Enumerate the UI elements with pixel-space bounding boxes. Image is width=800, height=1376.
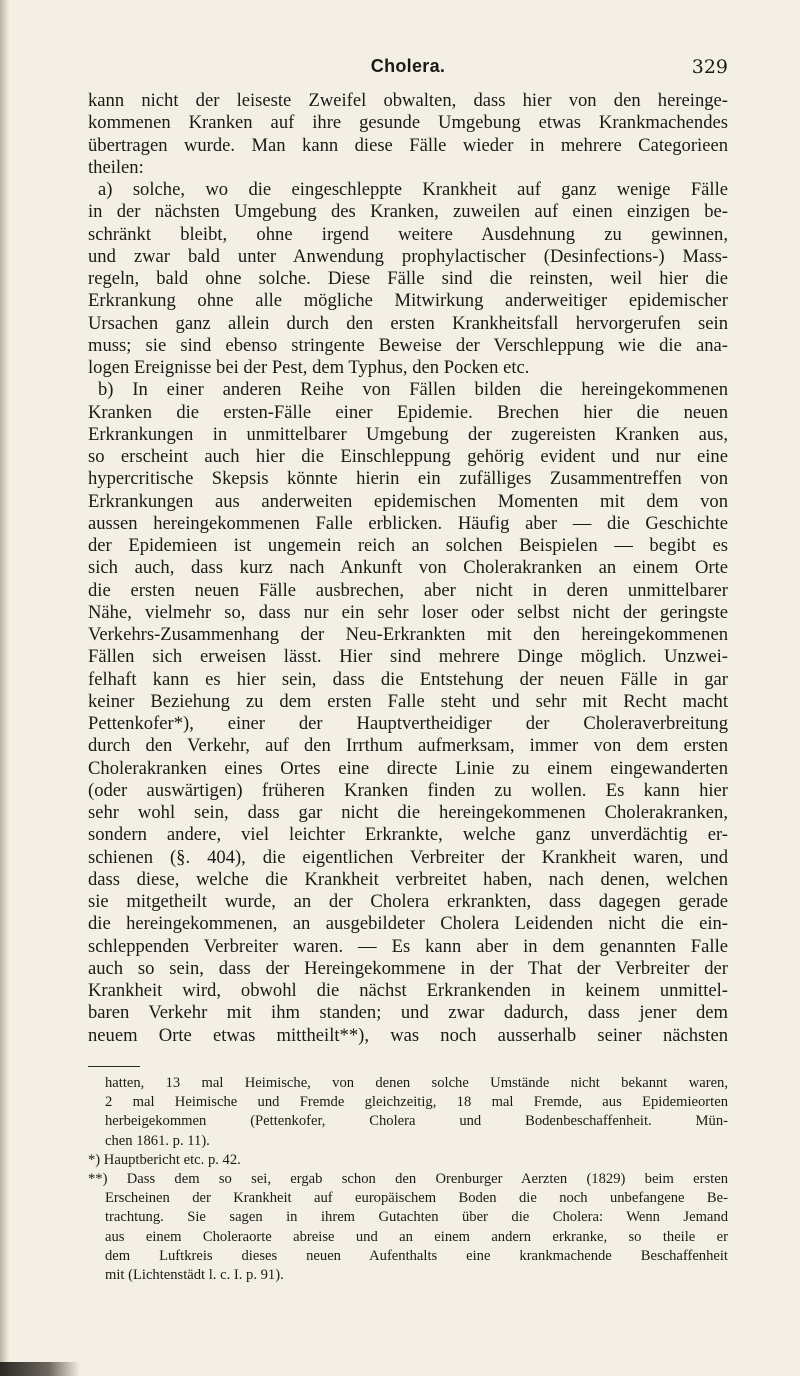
running-title: Cholera. [370,56,446,76]
text-line: auch so sein, dass der Hereingekommene in der That der Verbreiter der [88,957,728,979]
text-line: Ursachen ganz allein durch den ersten Krankheitsfall hervorgerufen sein [88,312,728,334]
text-line: felhaft kann es hier sein, dass die Entstehung der neuen Fälle in gar [88,668,728,690]
footnote-line: mit (Lichtenstädt l. c. I. p. 91). [105,1267,284,1284]
page-number: 329 [691,56,728,78]
text-line: logen Ereignisse bei der Pest, dem Typhus, den Pocken etc. [88,357,530,378]
footnote-divider [88,1066,140,1067]
text-line: Krankheit wird, obwohl die nächst Erkrankenden in keinem unmittel- [88,980,728,1001]
text-line: Erkrankung ohne alle mögliche Mitwirkung anderweitiger epidemischer [88,290,728,312]
text-line: schränkt bleibt, ohne irgend weitere Ausdehnung zu gewinnen, [88,223,728,245]
text-line: (oder auswärtigen) früheren Kranken finden zu wollen. Es kann hier [88,779,728,801]
footnote-line: trachtung. Sie sagen in ihrem Gutachten über die Cholera: Wenn Jemand [105,1209,728,1226]
text-line: die ersten neuen Fälle ausbrechen, aber nicht in deren unmittelbarer [88,579,728,601]
footnote-line: aus einem Choleraorte abreise und an einem andern erkranke, so theile er [105,1228,728,1245]
body-text [88,90,728,1047]
text-line: kann nicht der leiseste Zweifel obwalten, dass hier von den hereinge- [88,90,728,111]
text-line: dass diese, welche die Krankheit verbreitet haben, nach denen, welchen [88,868,728,890]
text-line: durch den Verkehr, auf den Irrthum aufmerksam, immer von dem ersten [88,735,728,757]
text-line: und zwar bald unter Anwendung prophylactischer (Desinfections-) Mass- [88,245,728,267]
text-line: Cholerakranken eines Ortes eine directe Linie zu einem eingewanderten [88,757,728,779]
text-line: muss; sie sind ebenso stringente Beweise der Verschleppung wie die ana- [88,334,728,356]
text-line: sehr wohl sein, dass gar nicht die hereingekommenen Cholerakranken, [88,802,728,823]
text-line: Pettenkofer*), einer der Hauptvertheidiger der Choleraverbreitung [88,713,728,734]
text-line: aussen hereingekommenen Falle erblicken. Häufig aber — die Geschichte [88,512,728,534]
text-line: der Epidemieen ist ungemein reich an solchen Beispielen — begibt es [88,535,728,556]
scan-edge-mark [0,1362,80,1376]
text-line: die hereingekommenen, an ausgebildeter Cholera Leidenden nicht die ein- [88,913,728,935]
footnote-orenburger: **) Dass dem so sei, ergab schon den Orenburger Aerzten (1829) beim ersten [88,1171,728,1188]
text-line: in der nächsten Umgebung des Kranken, zuweilen auf einen einzigen be- [88,201,728,223]
text-line: sondern andere, viel leichter Erkrankte, welche ganz unverdächtig er- [88,824,728,846]
text-line: so erscheint auch hier die Einschleppung gehörig evident und nur eine [88,446,728,467]
text-line: a) solche, wo die eingeschleppte Krankheit auf ganz wenige Fälle [98,179,728,200]
text-line: übertragen wurde. Man kann diese Fälle wieder in mehrere Categorieen [88,134,728,156]
text-line: kommenen Kranken auf ihre gesunde Umgebung etwas Krankmachendes [88,112,728,134]
page-header [88,56,728,86]
text-line: Nähe, vielmehr so, dass nur ein sehr loser oder selbst nicht der geringste [88,601,728,623]
text-line: keiner Beziehung zu dem ersten Falle steht und sehr mit Recht macht [88,690,728,712]
footnote-line: dem Luftkreis dieses neuen Aufenthalts eine krankmachende Beschaffenheit [105,1247,728,1264]
text-line: regeln, bald ohne solche. Diese Fälle sind die reinsten, weil hier die [88,268,728,289]
text-line: Erkrankungen aus anderweiten epidemischen Momenten mit dem von [88,490,728,512]
text-line: Verkehrs-Zusammenhang der Neu-Erkrankten mit den hereingekommenen [88,624,728,645]
footnotes [88,1074,728,1285]
text-line: b) In einer anderen Reihe von Fällen bilden die hereingekommenen [98,379,728,401]
text-line: neuem Orte etwas mittheilt**), was noch ausserhalb seiner nächsten [88,1024,728,1046]
text-line: schienen (§. 404), die eigentlichen Verbreiter der Krankheit waren, und [88,846,728,868]
text-line: baren Verkehr mit ihm standen; und zwar dadurch, dass jener dem [88,1002,728,1024]
footnote-line: hatten, 13 mal Heimische, von denen solche Umstände nicht bekannt waren, [105,1075,728,1091]
text-line: hypercritische Skepsis könnte hierin ein zufälliges Zusammentreffen von [88,468,728,490]
text-line: Fällen sich erweisen lässt. Hier sind mehrere Dinge möglich. Unzwei- [88,646,728,668]
footnote-line: Erscheinen der Krankheit auf europäischem Boden die noch unbefangene Be- [105,1190,728,1207]
text-line: schleppenden Verbreiter waren. — Es kann aber in dem genannten Falle [88,935,728,957]
text-line: theilen: [88,156,144,178]
text-line: Erkrankungen in unmittelbarer Umgebung der zugereisten Kranken aus, [88,423,728,445]
footnote-line: herbeigekommen (Pettenkofer, Cholera und Bodenbeschaffenheit. Mün- [105,1113,728,1130]
text-line: sie mitgetheilt wurde, an der Cholera erkrankten, dass dagegen gerade [88,891,728,912]
footnote-line: chen 1861. p. 11). [105,1132,210,1149]
page-edge-shadow [0,0,10,1376]
text-line: sich auch, dass kurz nach Ankunft von Cholerakranken an einem Orte [88,557,728,579]
footnote-line: 2 mal Heimische und Fremde gleichzeitig, 18 mal Fremde, aus Epidemieorten [105,1094,728,1111]
footnote-hauptbericht: *) Hauptbericht etc. p. 42. [88,1151,241,1168]
text-line: Kranken die ersten-Fälle einer Epidemie. Brechen hier die neuen [88,401,728,423]
